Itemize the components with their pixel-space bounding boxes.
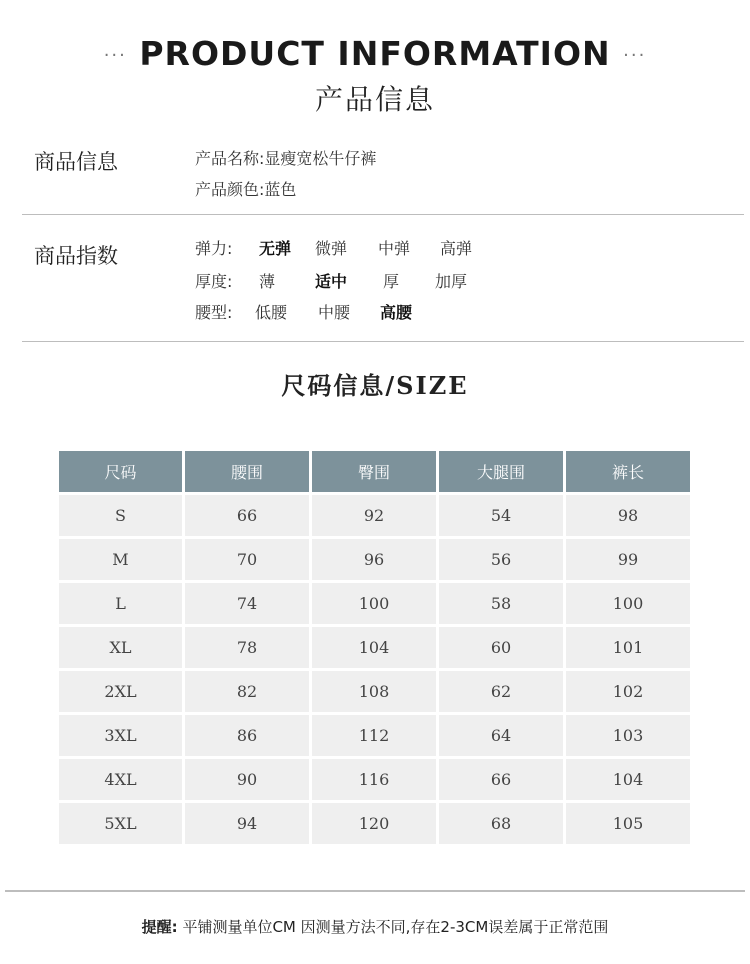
index-option: 高弹 [440,239,473,258]
index-option: 厚 [383,272,400,291]
column-header-hip: 臀围 [312,451,436,492]
index-row-thickness [195,269,515,291]
table-cell: 78 [185,627,309,668]
index-row-label: 腰型: [195,303,233,322]
table-row [59,495,690,536]
table-cell: 104 [312,627,436,668]
table-cell: 112 [312,715,436,756]
product-index-label: 商品指数 [34,244,118,268]
table-cell: 116 [312,759,436,800]
table-cell: 3XL [59,715,182,756]
table-row [59,539,690,580]
footer-divider [5,890,745,892]
decorative-dots-right: ··· [623,45,647,66]
table-cell: 100 [566,583,690,624]
table-cell: 58 [439,583,563,624]
table-row [59,583,690,624]
table-cell: 94 [185,803,309,844]
index-option: 低腰 [255,303,288,322]
table-cell: 108 [312,671,436,712]
product-info-label: 商品信息 [34,150,118,174]
table-cell: 99 [566,539,690,580]
table-cell: 66 [185,495,309,536]
column-header-size: 尺码 [59,451,182,492]
index-option: 薄 [259,272,276,291]
table-cell: S [59,495,182,536]
table-cell: 62 [439,671,563,712]
index-option: 中弹 [378,239,411,258]
table-cell: 64 [439,715,563,756]
table-header-row [59,451,690,492]
table-cell: 4XL [59,759,182,800]
footer-note-label: 提醒: [141,918,178,936]
table-cell: 96 [312,539,436,580]
table-cell: 82 [185,671,309,712]
footer-note [0,916,750,937]
table-cell: 70 [185,539,309,580]
table-row [59,715,690,756]
decorative-dots-left: ··· [103,45,127,66]
index-row-label: 弹力: [195,239,233,258]
table-cell: 100 [312,583,436,624]
page-title-cn: 产品信息 [314,83,435,116]
size-section-title: 尺码信息/SIZE [281,371,469,400]
index-option: 中腰 [318,303,351,322]
title-en-text: PRODUCT INFORMATION [139,34,611,73]
table-cell: XL [59,627,182,668]
table-cell: 90 [185,759,309,800]
table-cell: 92 [312,495,436,536]
index-row-elasticity [195,236,515,258]
table-cell: 56 [439,539,563,580]
index-row-label: 厚度: [195,272,233,291]
index-row-waist-type [195,300,515,322]
table-cell: 101 [566,627,690,668]
column-header-thigh: 大腿围 [439,451,563,492]
table-cell: 74 [185,583,309,624]
table-cell: 105 [566,803,690,844]
table-row [59,759,690,800]
table-cell: 102 [566,671,690,712]
table-cell: 86 [185,715,309,756]
table-cell: L [59,583,182,624]
table-cell: 54 [439,495,563,536]
table-row [59,627,690,668]
index-option-selected: 适中 [315,272,348,291]
divider [22,214,744,215]
index-option: 加厚 [435,272,468,291]
divider [22,341,744,342]
table-cell: 5XL [59,803,182,844]
table-row [59,803,690,844]
table-cell: 120 [312,803,436,844]
index-option-selected: 高腰 [380,303,413,322]
product-name: 产品名称:显瘦宽松牛仔裤 [195,149,377,168]
page-title-en [0,34,750,73]
table-cell: 60 [439,627,563,668]
table-cell: 98 [566,495,690,536]
table-cell: 68 [439,803,563,844]
product-color: 产品颜色:蓝色 [195,180,297,199]
footer-note-text: 平铺测量单位CM 因测量方法不同,存在2-3CM误差属于正常范围 [182,918,609,936]
table-cell: 66 [439,759,563,800]
index-option-selected: 无弹 [259,239,292,258]
column-header-length: 裤长 [566,451,690,492]
table-cell: M [59,539,182,580]
table-row [59,671,690,712]
size-table [59,451,690,847]
index-option: 微弹 [315,239,348,258]
table-cell: 2XL [59,671,182,712]
table-cell: 104 [566,759,690,800]
column-header-waist: 腰围 [185,451,309,492]
table-cell: 103 [566,715,690,756]
